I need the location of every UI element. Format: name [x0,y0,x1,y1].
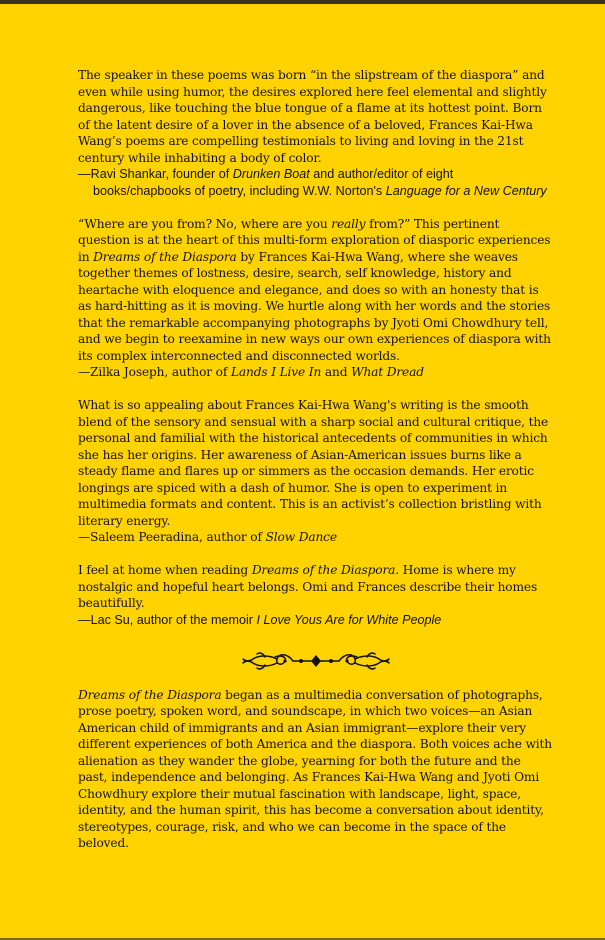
text-run: by Frances Kai-Hwa Wang, where she weaves together themes of lostness, desire, search, self knowledge, history and heartache with eloquence and elegance, and does so with an honesty that is as hard-hitting as it is moving. We hurtle along with her words and the stories that the remarkable accompanying photographs by Jyoti Omi Chowdhury tell, and we begin to reexamine in new ways our own experiences of diaspora with its complex interconnected and disconnected worlds. [78,249,551,363]
text-run: began as a multimedia conversation of photographs, prose poetry, spoken word, and soundscape, in which two voices—an Asian American child of immigrants and an Asian immigrant—explore their very different experiences of both America and the diaspora. Both voices ache with alienation as they wander the globe, yearning for both the future and the past, independence and belonging. As Frances Kai-Hwa Wang and Jyoti Omi Chowdhury explore their mutual fascination with landscape, light, space, identity, and the human spirit, this has become a conversation about identity, stereotypes, courage, risk, and who we can become in the space of the beloved. [78,687,552,850]
text-run: “Where are you from? No, where are you [78,216,332,231]
italic-title-text: Dreams of the Diaspora [78,687,222,702]
blurb-lac-su [78,562,553,628]
text-run: —Zilka Joseph, author of [78,365,231,379]
text-run: I feel at home when reading [78,563,252,577]
italic-title-text: Drunken Boat [232,167,310,181]
scroll-flourish-divider-icon [78,645,553,677]
blurb-body [78,562,553,612]
text-run: —Lac Su, author of the memoir [78,612,257,627]
text-run: from?” This pertinent question is at the heart of this multi-form exploration of diasporic experiences in [78,216,551,264]
italic-title-text: Dreams of the Diaspora [93,249,237,264]
italic-title-text: Slow Dance [265,530,337,544]
blurb-attribution [78,166,553,199]
blurb-saleem-peeradina [78,397,553,546]
blurb-zilka-joseph [78,216,553,381]
blurb-attribution [78,612,553,629]
text-run: The speaker in these poems was born “in the slipstream of the diaspora” and even while using humor, the desires explored here feel elemental and slightly dangerous, like touching the blue tongue of a flame at its hottest point. Born of the latent desire of a lover in the absence of a beloved, Frances Kai-Hwa Wang’s poems are compelling testimonials to living and loving in the 21st century while inhabiting a body of color. [78,68,547,165]
italic-title-text: Dreams of the Diaspora [251,563,396,577]
italic-title-text: really [331,216,366,231]
description-body [78,687,553,852]
book-description [78,687,553,852]
text-run: and author/editor of eight books/chapbooks of poetry, including W.W. Norton's [93,167,454,198]
text-run: —Saleem Peeradina, author of [78,530,266,544]
text-run: —Ravi Shankar, founder of [78,167,233,181]
blurb-body [78,67,553,166]
blurb-body [78,397,553,529]
top-border [0,0,605,4]
text-run: . Home is where my nostalgic and hopeful heart belongs. Omi and Frances describe their homes beautifully. [78,563,538,610]
blurb-attribution [78,364,553,381]
italic-title-text: Language for a New Century [385,183,547,198]
italic-title-text: What Dread [351,365,424,379]
italic-title-text: I Love Yous Are for White People [256,612,442,627]
back-cover-text [78,67,553,868]
blurb-body [78,216,553,365]
text-run: What is so appealing about Frances Kai-Hwa Wang's writing is the smooth blend of the sensory and sensual with a sharp social and cultural critique, the personal and familial with the historical antecedents of communities in which she has her origins. Her awareness of Asian-American issues burns like a steady flame and flares up or simmers as the occasion demands. Her erotic longings are spiced with a dash of humor. She is open to experiment in multimedia formats and content. This is an activist’s collection bristling with literary energy. [78,398,549,528]
blurb-attribution [78,529,553,546]
blurb-ravi-shankar [78,67,553,199]
text-run: and [321,365,352,379]
italic-title-text: Lands I Live In [230,365,322,379]
